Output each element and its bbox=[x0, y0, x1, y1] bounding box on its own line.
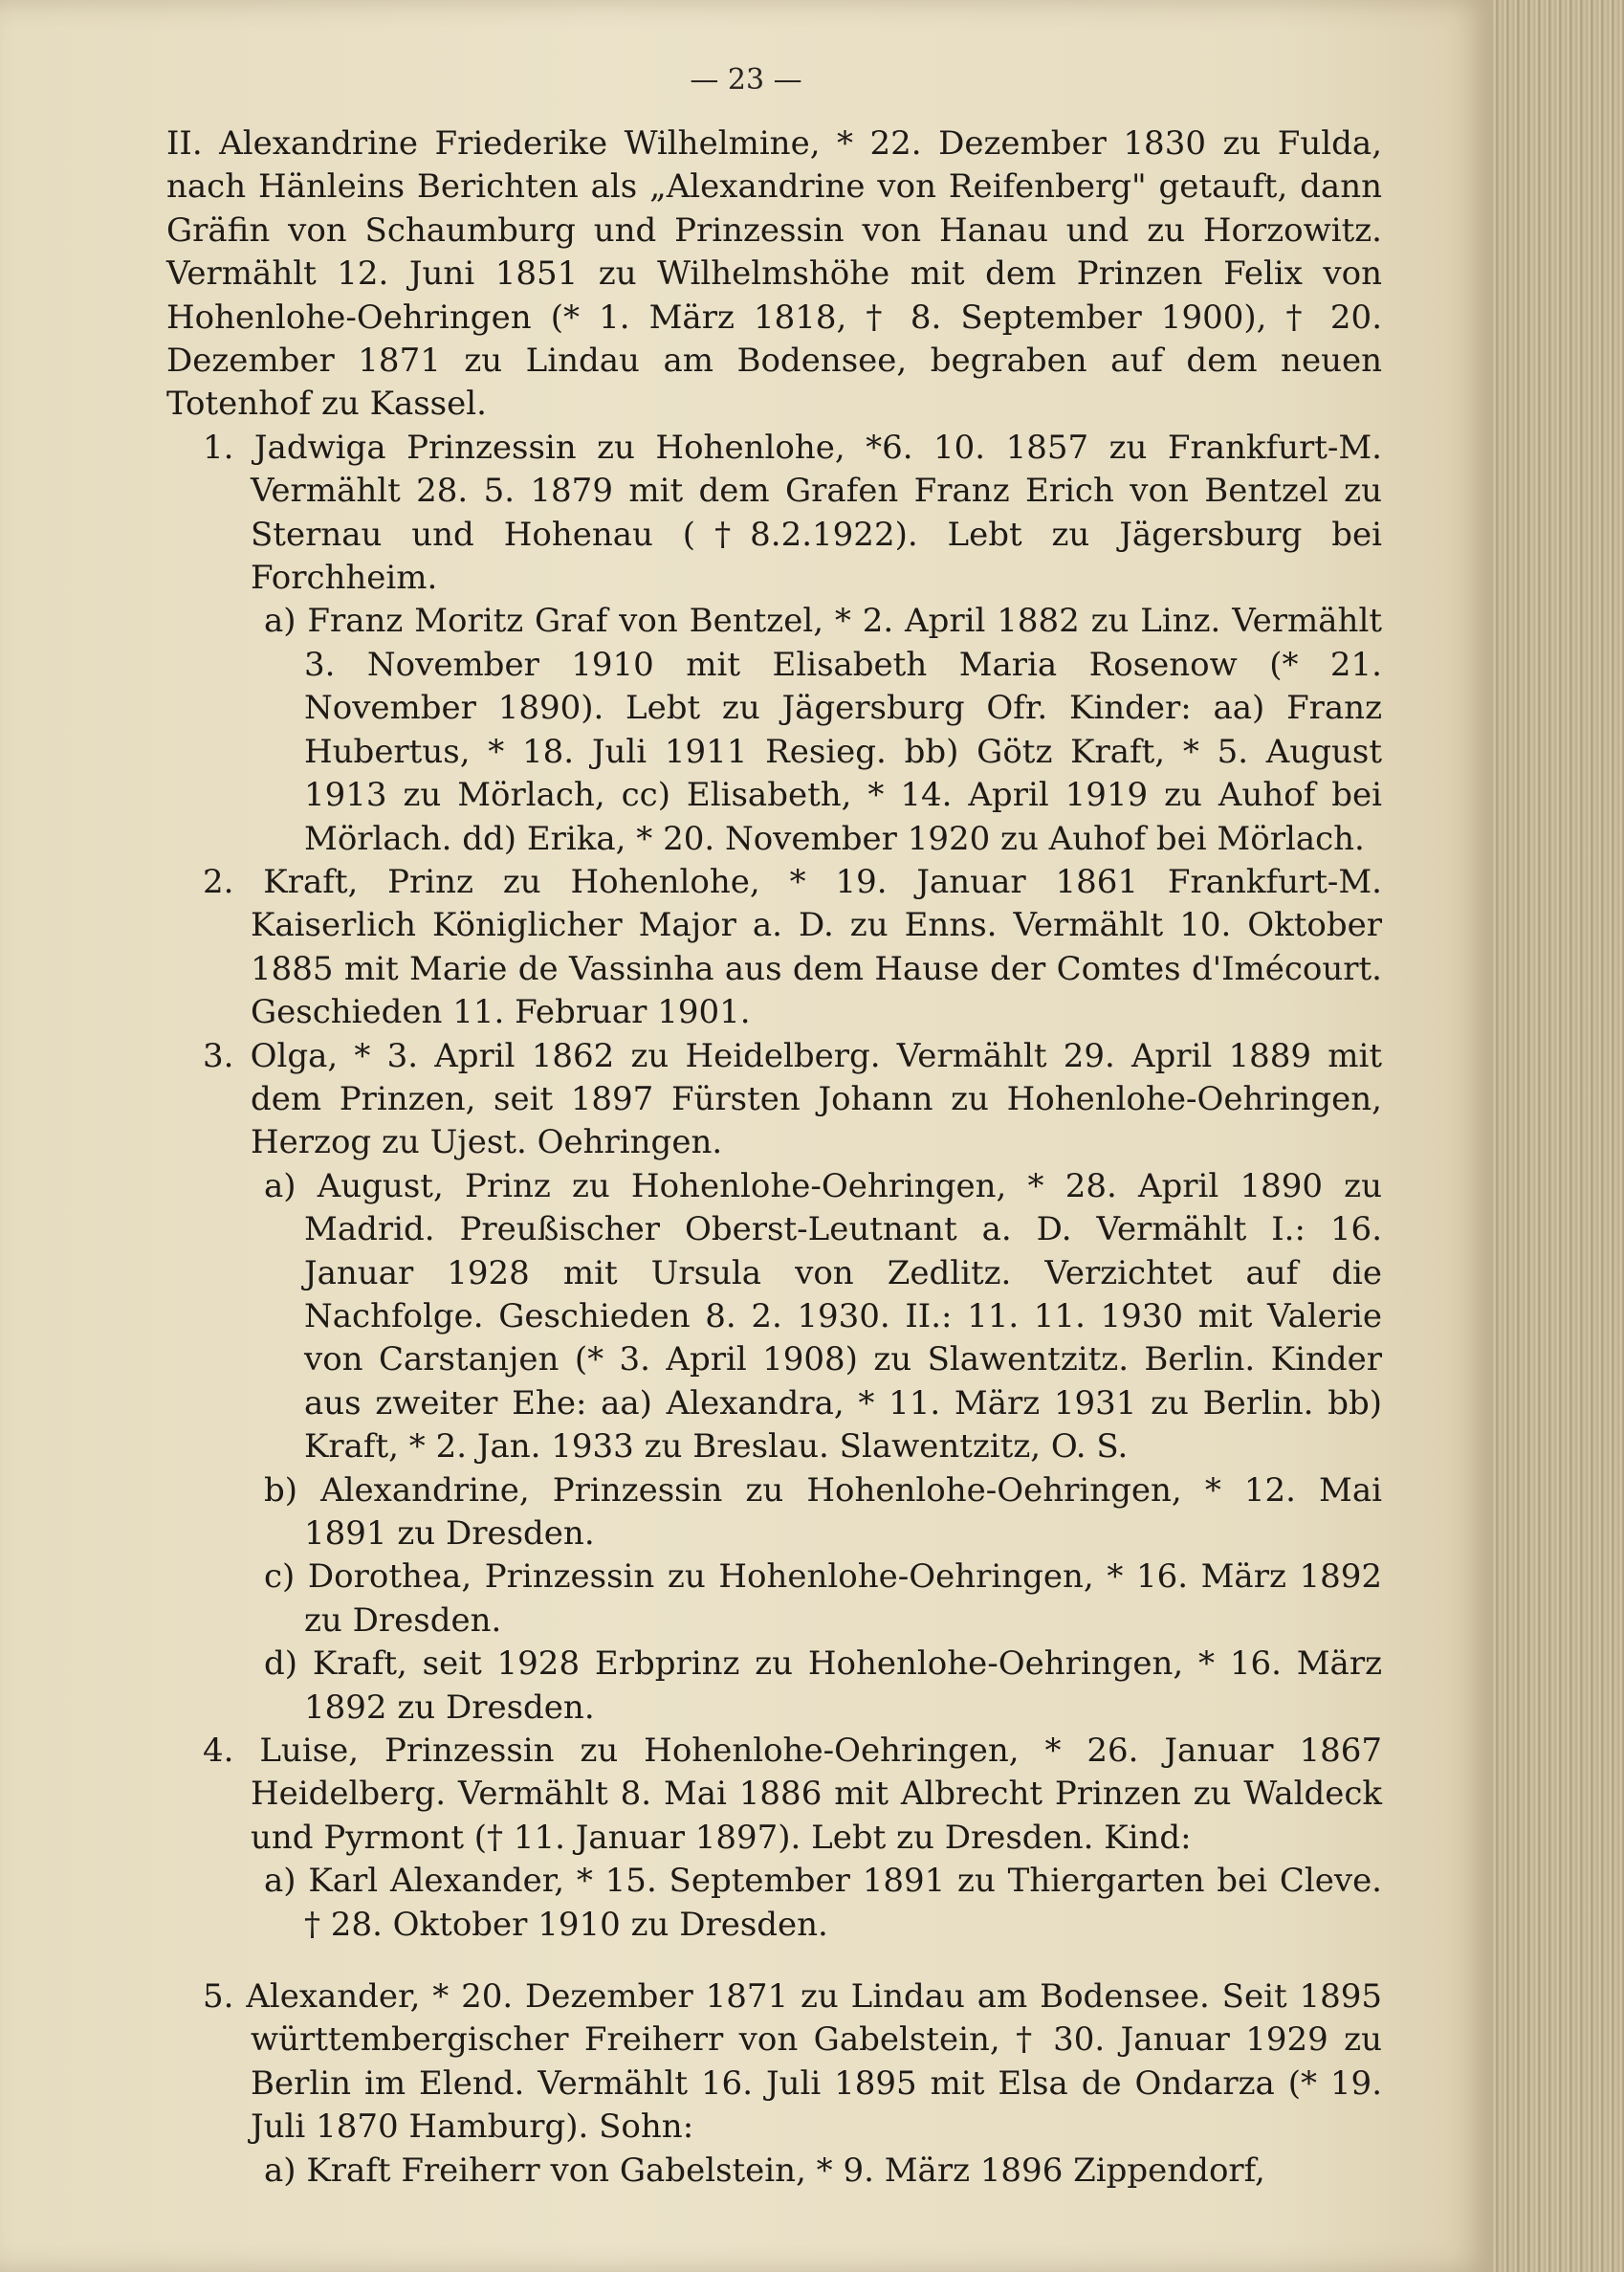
entry-3c-dorothea: c) Dorothea, Prinzessin zu Hohenlohe-Oehringen, * 16. März 1892 zu Dresden. bbox=[264, 1557, 1382, 1640]
entry-3a-august: a) August, Prinz zu Hohenlohe-Oehringen, * 28. April 1890 zu Madrid. Preußischer Oberst-Leutnant a. D. Vermählt I.: 16. Januar 1928 mit Ursula von Zedlitz. Verzichtet auf die Nachfolge. Geschieden 8. 2. 1930. II.: 11. 11. 1930 mit Valerie von Carstanjen (* 3. April 1908) zu Slawentzitz. Berlin. Kinder aus zweiter Ehe: aa) Alexandra, * 11. März 1931 zu Berlin. bb) Kraft, * 2. Jan. 1933 zu Breslau. Slawentzitz, O. S. bbox=[264, 1166, 1382, 1467]
entry-3d-kraft: d) Kraft, seit 1928 Erbprinz zu Hohenlohe-Oehringen, * 16. März 1892 zu Dresden. bbox=[264, 1644, 1382, 1727]
entry-1a-franz-moritz: a) Franz Moritz Graf von Bentzel, * 2. April 1882 zu Linz. Vermählt 3. November 1910 mit Elisabeth Maria Rosenow (* 21. November 1890). Lebt zu Jägersburg Ofr. Kinder: aa) Franz Hubertus, * 18. Juli 1911 Resieg. bb) Götz Kraft, * 5. August 1913 zu Mörlach, cc) Elisabeth, * 14. April 1919 zu Auhof bei Mörlach. dd) Erika, * 20. November 1920 zu Auhof bei Mörlach. bbox=[264, 602, 1382, 858]
page-number: — 23 — bbox=[690, 63, 802, 97]
entry-3-olga: 3. Olga, * 3. April 1862 zu Heidelberg. Vermählt 29. April 1889 mit dem Prinzen, seit 1897 Fürsten Johann zu Hohenlohe-Oehringen, Herzog zu Ujest. Oehringen. bbox=[203, 1036, 1382, 1162]
genealogy-text bbox=[163, 122, 1382, 2193]
entry-1-jadwiga: 1. Jadwiga Prinzessin zu Hohenlohe, *6. 10. 1857 zu Frankfurt-M. Vermählt 28. 5. 1879 mit dem Grafen Franz Erich von Bentzel zu Sternau und Hohenau (†8.2.1922). Lebt zu Jägersburg bei Forchheim. bbox=[203, 428, 1382, 598]
book-page-edges bbox=[1492, 0, 1624, 2272]
entry-5-alexander: 5. Alexander, * 20. Dezember 1871 zu Lindau am Bodensee. Seit 1895 württembergischer Freiherr von Gabelstein, † 30. Januar 1929 zu Berlin im Elend. Vermählt 16. Juli 1895 mit Elsa de Ondarza (* 19. Juli 1870 Hamburg). Sohn: bbox=[203, 1977, 1382, 2147]
entry-2-kraft: 2. Kraft, Prinz zu Hohenlohe, * 19. Januar 1861 Frankfurt-M. Kaiserlich Königlicher Major a. D. zu Enns. Vermählt 10. Oktober 1885 mit Marie de Vassinha aus dem Hause der Comtes d'Imécourt. Geschieden 11. Februar 1901. bbox=[203, 862, 1382, 1032]
entry-5a-kraft: a) Kraft Freiherr von Gabelstein, * 9. März 1896 Zippendorf, bbox=[264, 2151, 1265, 2190]
entry-4a-karl-alexander: a) Karl Alexander, * 15. September 1891 zu Thiergarten bei Cleve. † 28. Oktober 1910 zu Dresden. bbox=[264, 1862, 1382, 1944]
entry-3b-alexandrine: b) Alexandrine, Prinzessin zu Hohenlohe-Oehringen, * 12. Mai 1891 zu Dresden. bbox=[264, 1470, 1382, 1553]
paragraph-alexandrine: II. Alexandrine Friederike Wilhelmine, * 22. Dezember 1830 zu Fulda, nach Hänleins Berichten als „Alexandrine von Reifenberg" getauft, dann Gräfin von Schaumburg und Prinzessin von Hanau und zu Horzowitz. Vermählt 12. Juni 1851 zu Wilhelmshöhe mit dem Prinzen Felix von Hohenlohe-Oehringen (* 1. März 1818, † 8. September 1900), † 20. Dezember 1871 zu Lindau am Bodensee, begraben auf dem neuen Totenhof zu Kassel. bbox=[166, 124, 1382, 424]
entry-4-luise: 4. Luise, Prinzessin zu Hohenlohe-Oehringen, * 26. Januar 1867 Heidelberg. Vermählt 8. Mai 1886 mit Albrecht Prinzen zu Waldeck und Pyrmont († 11. Januar 1897). Lebt zu Dresden. Kind: bbox=[203, 1732, 1382, 1857]
